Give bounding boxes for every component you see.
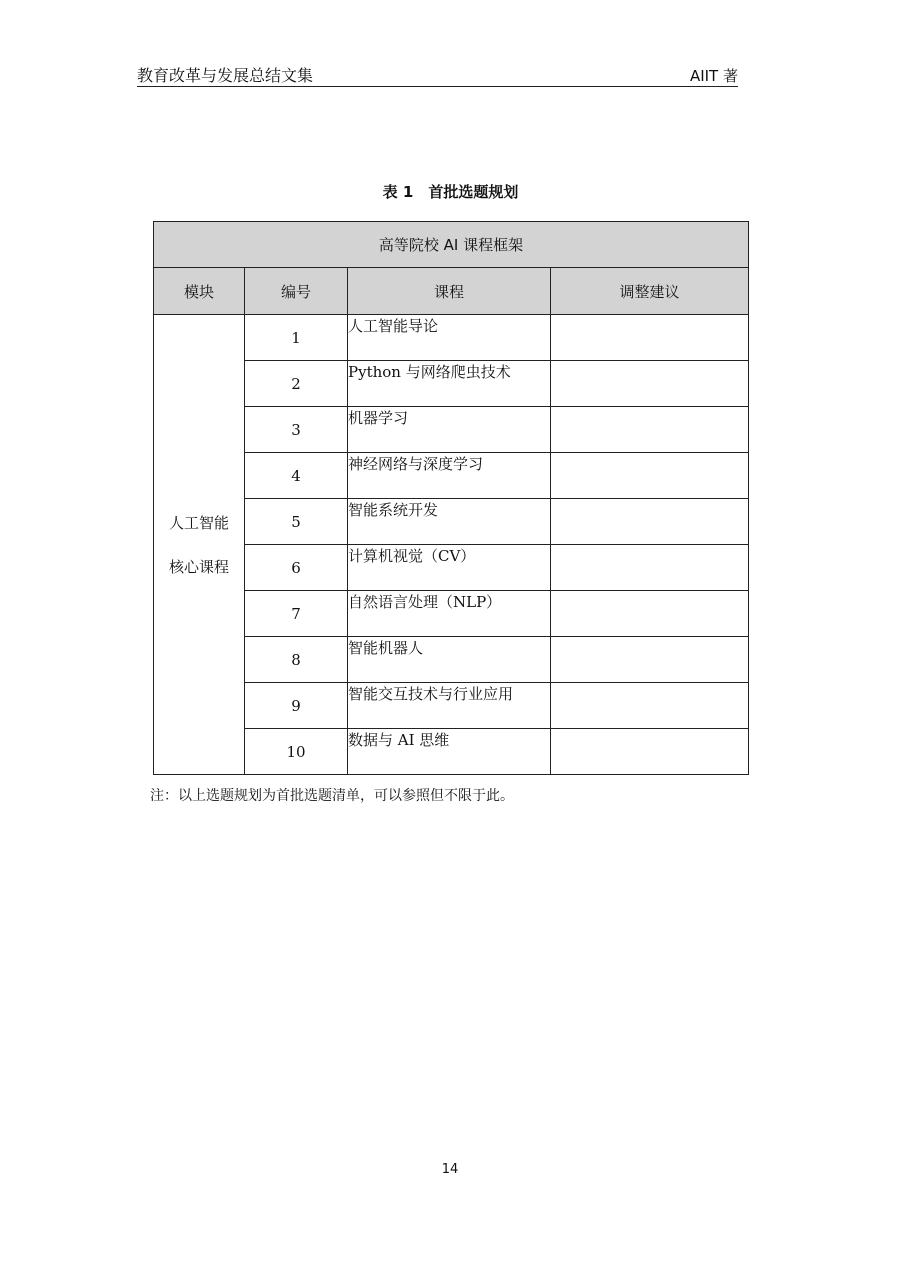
page-number: 14 — [441, 1162, 459, 1177]
course-name: 智能机器人 — [348, 637, 551, 683]
course-name: 机器学习 — [348, 407, 551, 453]
course-name: 智能交互技术与行业应用 — [348, 683, 551, 729]
suggestion-cell[interactable] — [551, 361, 749, 407]
table-banner-row — [154, 222, 749, 268]
course-name: 智能系统开发 — [348, 499, 551, 545]
course-name: 计算机视觉（CV） — [348, 545, 551, 591]
table-row — [154, 315, 749, 361]
suggestion-cell[interactable] — [551, 637, 749, 683]
table-caption: 表 1 首批选题规划 — [382, 183, 519, 201]
suggestion-cell[interactable] — [551, 591, 749, 637]
table-header-row — [154, 268, 749, 315]
suggestion-cell[interactable] — [551, 545, 749, 591]
table-banner: 高等院校 AI 课程框架 — [154, 222, 749, 268]
course-name: 数据与 AI 思维 — [348, 729, 551, 775]
header-author: AIIT 著 — [689, 67, 738, 85]
module-cell — [154, 315, 245, 775]
suggestion-cell[interactable] — [551, 683, 749, 729]
course-name: Python 与网络爬虫技术 — [348, 361, 551, 407]
course-name: 神经网络与深度学习 — [348, 453, 551, 499]
row-number: 4 — [245, 453, 348, 499]
course-name: 自然语言处理（NLP） — [348, 591, 551, 637]
row-number: 7 — [245, 591, 348, 637]
row-number: 3 — [245, 407, 348, 453]
row-number: 8 — [245, 637, 348, 683]
column-header-number: 编号 — [245, 268, 348, 315]
row-number: 9 — [245, 683, 348, 729]
suggestion-cell[interactable] — [551, 315, 749, 361]
table-body — [154, 315, 749, 775]
table-note: 注：以上选题规划为首批选题清单，可以参照但不限于此。 — [150, 788, 514, 804]
header-title: 教育改革与发展总结文集 — [137, 66, 314, 85]
module-label-line-2: 核心课程 — [168, 557, 229, 576]
suggestion-cell[interactable] — [551, 407, 749, 453]
column-header-suggestion: 调整建议 — [551, 268, 749, 315]
page-header — [137, 66, 738, 87]
suggestion-cell[interactable] — [551, 499, 749, 545]
row-number: 2 — [245, 361, 348, 407]
column-header-module: 模块 — [154, 268, 245, 315]
row-number: 10 — [245, 729, 348, 775]
row-number: 5 — [245, 499, 348, 545]
module-label-line-1: 人工智能 — [168, 513, 229, 532]
column-header-course: 课程 — [348, 268, 551, 315]
course-name: 人工智能导论 — [348, 315, 551, 361]
course-framework-table — [153, 221, 749, 775]
suggestion-cell[interactable] — [551, 729, 749, 775]
row-number: 1 — [245, 315, 348, 361]
suggestion-cell[interactable] — [551, 453, 749, 499]
row-number: 6 — [245, 545, 348, 591]
